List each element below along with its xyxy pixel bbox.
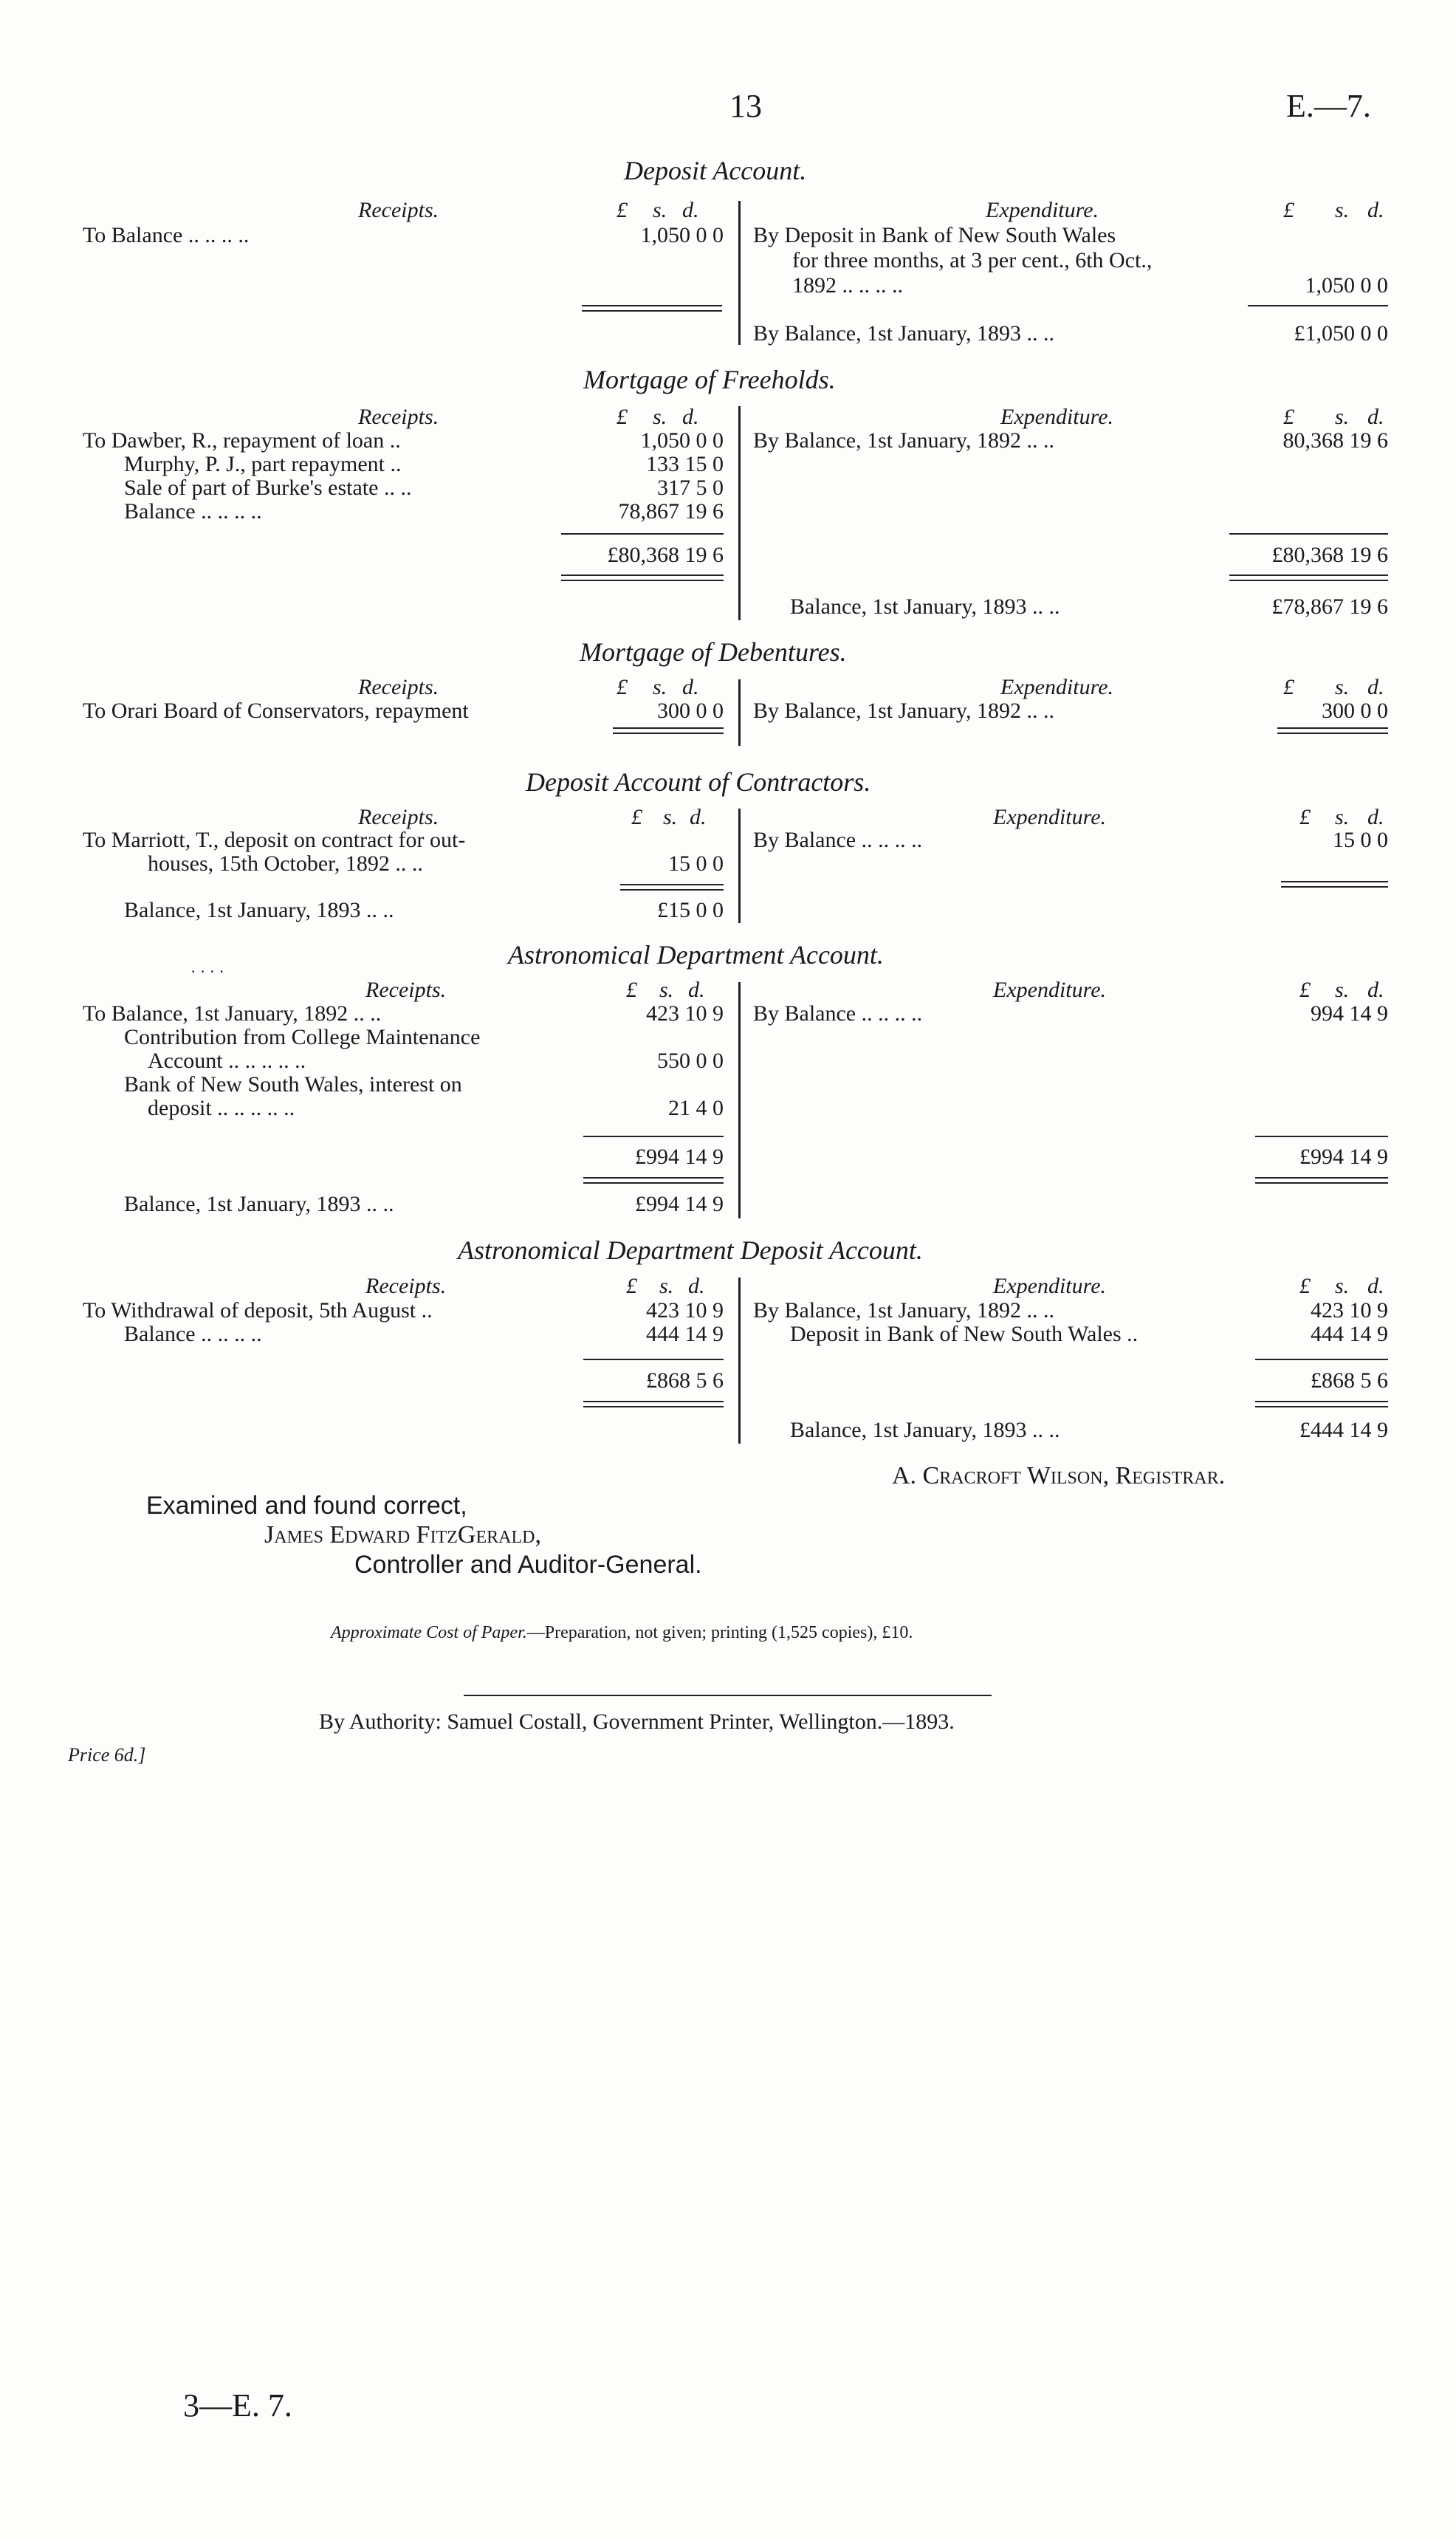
section-title-mortgage-freeholds: Mortgage of Freeholds. bbox=[583, 365, 836, 394]
expenditure-line: By Balance, 1st January, 1892 .. .. bbox=[753, 428, 1054, 453]
receipts-heading: Receipts. bbox=[358, 675, 439, 699]
pound-heading: £ bbox=[617, 675, 628, 699]
shillings-heading: s. bbox=[1335, 198, 1350, 222]
expenditure-amount: 300 0 0 bbox=[1322, 699, 1388, 723]
receipt-total: £868 5 6 bbox=[646, 1368, 724, 1393]
receipt-line: Balance .. .. .. .. bbox=[124, 1322, 262, 1346]
expenditure-heading: Expenditure. bbox=[1000, 675, 1114, 699]
receipt-line: To Dawber, R., repayment of loan .. bbox=[83, 428, 401, 453]
total-rule bbox=[1255, 1401, 1388, 1402]
shillings-heading: s. bbox=[659, 1274, 674, 1298]
receipt-line: To Marriott, T., deposit on contract for out- bbox=[83, 828, 466, 852]
balance-amount: £1,050 0 0 bbox=[1294, 321, 1388, 346]
receipt-total: £994 14 9 bbox=[635, 1145, 724, 1169]
total-rule bbox=[613, 733, 724, 734]
receipt-line: Bank of New South Wales, interest on bbox=[124, 1072, 462, 1097]
stray-marks: · · · · bbox=[190, 962, 224, 981]
page-number: 13 bbox=[729, 88, 762, 124]
total-rule bbox=[1229, 580, 1388, 581]
total-rule bbox=[583, 1359, 724, 1360]
total-rule bbox=[1255, 1136, 1388, 1137]
expenditure-line: By Balance .. .. .. .. bbox=[753, 828, 923, 852]
receipt-line: Murphy, P. J., part repayment .. bbox=[124, 452, 402, 476]
balance-amount: £444 14 9 bbox=[1299, 1418, 1388, 1442]
section-title-astro-deposit: Astronomical Department Deposit Account. bbox=[458, 1235, 923, 1265]
section-title-contractors: Deposit Account of Contractors. bbox=[526, 767, 871, 797]
column-divider bbox=[738, 201, 741, 345]
pound-heading: £ bbox=[631, 805, 642, 829]
total-rule bbox=[1229, 575, 1388, 576]
auditor-title: Controller and Auditor-General. bbox=[354, 1551, 702, 1579]
total-rule bbox=[1281, 881, 1388, 882]
cost-label: Approximate Cost of Paper. bbox=[331, 1623, 527, 1642]
total-rule bbox=[583, 1177, 724, 1179]
receipt-line: To Withdrawal of deposit, 5th August .. bbox=[83, 1298, 433, 1323]
pence-heading: d. bbox=[682, 675, 699, 699]
shillings-heading: s. bbox=[1335, 978, 1350, 1002]
pound-heading: £ bbox=[626, 978, 637, 1002]
shillings-heading: s. bbox=[1335, 405, 1350, 429]
expenditure-heading: Expenditure. bbox=[986, 198, 1099, 222]
auditor-name: James Edward FitzGerald, bbox=[264, 1521, 541, 1548]
registrar-signature: A. Cracroft Wilson, Registrar. bbox=[892, 1462, 1226, 1489]
total-rule bbox=[620, 889, 724, 891]
receipt-line: Sale of part of Burke's estate .. .. bbox=[124, 476, 412, 500]
expenditure-amount: 423 10 9 bbox=[1311, 1298, 1388, 1323]
receipt-line: deposit .. .. .. .. .. bbox=[148, 1096, 295, 1120]
receipts-heading: Receipts. bbox=[365, 1274, 447, 1298]
pence-heading: d. bbox=[688, 978, 705, 1002]
receipt-amount: 423 10 9 bbox=[646, 1001, 724, 1026]
pound-heading: £ bbox=[617, 198, 628, 222]
shillings-heading: s. bbox=[1335, 1274, 1350, 1298]
expenditure-heading: Expenditure. bbox=[1000, 405, 1114, 429]
balance-amount: £15 0 0 bbox=[657, 898, 724, 922]
total-rule bbox=[583, 1182, 724, 1184]
receipt-line: To Balance, 1st January, 1892 .. .. bbox=[83, 1001, 382, 1026]
pence-heading: d. bbox=[1367, 405, 1384, 429]
pence-heading: d. bbox=[690, 805, 707, 829]
pence-heading: d. bbox=[1367, 978, 1384, 1002]
receipts-heading: Receipts. bbox=[358, 805, 439, 829]
expenditure-amount: 80,368 19 6 bbox=[1282, 428, 1388, 453]
receipt-line: houses, 15th October, 1892 .. .. bbox=[148, 851, 423, 876]
expenditure-total: £994 14 9 bbox=[1299, 1145, 1388, 1169]
total-rule bbox=[582, 305, 722, 306]
receipt-amount: 78,867 19 6 bbox=[618, 499, 724, 524]
column-divider bbox=[738, 679, 741, 746]
receipt-amount: 550 0 0 bbox=[657, 1049, 724, 1073]
pound-heading: £ bbox=[626, 1274, 637, 1298]
balance-amount: £994 14 9 bbox=[635, 1192, 724, 1216]
receipts-heading: Receipts. bbox=[358, 198, 439, 222]
receipt-line: Account .. .. .. .. .. bbox=[148, 1049, 306, 1073]
balance-line: Balance, 1st January, 1893 .. .. bbox=[124, 898, 394, 922]
expenditure-heading: Expenditure. bbox=[993, 978, 1107, 1002]
price-note: Price 6d.] bbox=[68, 1744, 146, 1766]
receipt-amount: 317 5 0 bbox=[657, 476, 724, 500]
expenditure-line: By Balance, 1st January, 1892 .. .. bbox=[753, 1298, 1054, 1323]
shillings-heading: s. bbox=[1335, 675, 1350, 699]
column-divider bbox=[738, 1277, 741, 1444]
total-rule bbox=[1255, 1359, 1388, 1360]
footer-rule bbox=[464, 1695, 992, 1696]
receipt-line: Contribution from College Maintenance bbox=[124, 1025, 481, 1049]
shillings-heading: s. bbox=[653, 405, 667, 429]
pound-heading: £ bbox=[617, 405, 628, 429]
pence-heading: d. bbox=[682, 405, 699, 429]
pence-heading: d. bbox=[682, 198, 699, 222]
receipt-amount: 423 10 9 bbox=[646, 1298, 724, 1323]
receipts-heading: Receipts. bbox=[358, 405, 439, 429]
balance-line: Balance, 1st January, 1893 .. .. bbox=[790, 1418, 1060, 1442]
total-rule bbox=[1255, 1406, 1388, 1407]
total-rule bbox=[582, 310, 722, 312]
total-rule bbox=[583, 1401, 724, 1402]
expenditure-heading: Expenditure. bbox=[993, 1274, 1107, 1298]
expenditure-line: By Balance, 1st January, 1892 .. .. bbox=[753, 699, 1054, 723]
shillings-heading: s. bbox=[653, 675, 667, 699]
examined-statement: Examined and found correct, bbox=[146, 1492, 467, 1520]
section-title-mortgage-debentures: Mortgage of Debentures. bbox=[580, 637, 847, 667]
expenditure-line: for three months, at 3 per cent., 6th Oct., bbox=[792, 248, 1153, 272]
pence-heading: d. bbox=[1367, 198, 1384, 222]
total-rule bbox=[1255, 1177, 1388, 1179]
pound-heading: £ bbox=[1299, 978, 1311, 1002]
receipt-total: £80,368 19 6 bbox=[607, 543, 724, 567]
total-rule bbox=[1229, 533, 1388, 535]
total-rule bbox=[583, 1406, 724, 1407]
total-rule bbox=[1277, 727, 1388, 729]
printer-signature-mark: 3—E. 7. bbox=[183, 2387, 292, 2424]
shillings-heading: s. bbox=[653, 198, 667, 222]
column-divider bbox=[738, 406, 741, 620]
receipt-line: To Balance .. .. .. .. bbox=[83, 223, 250, 247]
shillings-heading: s. bbox=[1335, 805, 1350, 829]
expenditure-line: 1892 .. .. .. .. bbox=[792, 273, 903, 298]
receipt-amount: 21 4 0 bbox=[668, 1096, 724, 1120]
pound-heading: £ bbox=[1283, 675, 1294, 699]
expenditure-line: By Deposit in Bank of New South Wales bbox=[753, 223, 1116, 247]
receipt-amount: 300 0 0 bbox=[657, 699, 724, 723]
cost-of-paper bbox=[331, 1623, 913, 1643]
document-reference: E.—7. bbox=[1286, 88, 1371, 124]
expenditure-amount: 444 14 9 bbox=[1311, 1322, 1388, 1346]
total-rule bbox=[1281, 886, 1388, 888]
column-divider bbox=[738, 809, 741, 923]
receipts-heading: Receipts. bbox=[365, 978, 447, 1002]
total-rule bbox=[620, 884, 724, 885]
pence-heading: d. bbox=[1367, 805, 1384, 829]
pound-heading: £ bbox=[1299, 805, 1311, 829]
pence-heading: d. bbox=[1367, 1274, 1384, 1298]
expenditure-line: Deposit in Bank of New South Wales .. bbox=[790, 1322, 1139, 1346]
receipt-line: To Orari Board of Conservators, repayment bbox=[83, 699, 469, 723]
receipt-amount: 15 0 0 bbox=[668, 851, 724, 876]
balance-line: Balance, 1st January, 1893 .. .. bbox=[790, 594, 1060, 619]
total-rule bbox=[613, 727, 724, 729]
expenditure-amount: 1,050 0 0 bbox=[1305, 273, 1388, 298]
receipt-amount: 133 15 0 bbox=[646, 452, 724, 476]
cost-text: —Preparation, not given; printing (1,525 copies), £10. bbox=[526, 1623, 913, 1642]
balance-line: By Balance, 1st January, 1893 .. .. bbox=[753, 321, 1054, 346]
pound-heading: £ bbox=[1299, 1274, 1311, 1298]
total-rule bbox=[583, 1136, 724, 1137]
shillings-heading: s. bbox=[663, 805, 678, 829]
total-rule bbox=[1277, 733, 1388, 734]
total-rule bbox=[561, 533, 724, 535]
total-rule bbox=[1255, 1182, 1388, 1184]
pence-heading: d. bbox=[688, 1274, 705, 1298]
printing-authority: By Authority: Samuel Costall, Government Printer, Wellington.—1893. bbox=[319, 1709, 955, 1734]
section-title-deposit-account: Deposit Account. bbox=[624, 156, 807, 185]
receipt-amount: 444 14 9 bbox=[646, 1322, 724, 1346]
section-title-astronomical: Astronomical Department Account. bbox=[508, 940, 884, 970]
pence-heading: d. bbox=[1367, 675, 1384, 699]
balance-amount: £78,867 19 6 bbox=[1271, 594, 1388, 619]
expenditure-total: £868 5 6 bbox=[1311, 1368, 1388, 1393]
expenditure-amount: 15 0 0 bbox=[1333, 828, 1388, 852]
pound-heading: £ bbox=[1283, 405, 1294, 429]
column-divider bbox=[738, 982, 741, 1218]
receipt-line: Balance .. .. .. .. bbox=[124, 499, 262, 524]
total-rule bbox=[561, 575, 724, 576]
expenditure-line: By Balance .. .. .. .. bbox=[753, 1001, 923, 1026]
pound-heading: £ bbox=[1283, 198, 1294, 222]
expenditure-heading: Expenditure. bbox=[993, 805, 1107, 829]
shillings-heading: s. bbox=[659, 978, 674, 1002]
expenditure-total: £80,368 19 6 bbox=[1271, 543, 1388, 567]
receipt-amount: 1,050 0 0 bbox=[640, 428, 724, 453]
total-rule bbox=[561, 580, 724, 581]
expenditure-amount: 994 14 9 bbox=[1311, 1001, 1388, 1026]
balance-line: Balance, 1st January, 1893 .. .. bbox=[124, 1192, 394, 1216]
total-rule bbox=[1248, 305, 1388, 306]
receipt-amount: 1,050 0 0 bbox=[640, 223, 724, 247]
